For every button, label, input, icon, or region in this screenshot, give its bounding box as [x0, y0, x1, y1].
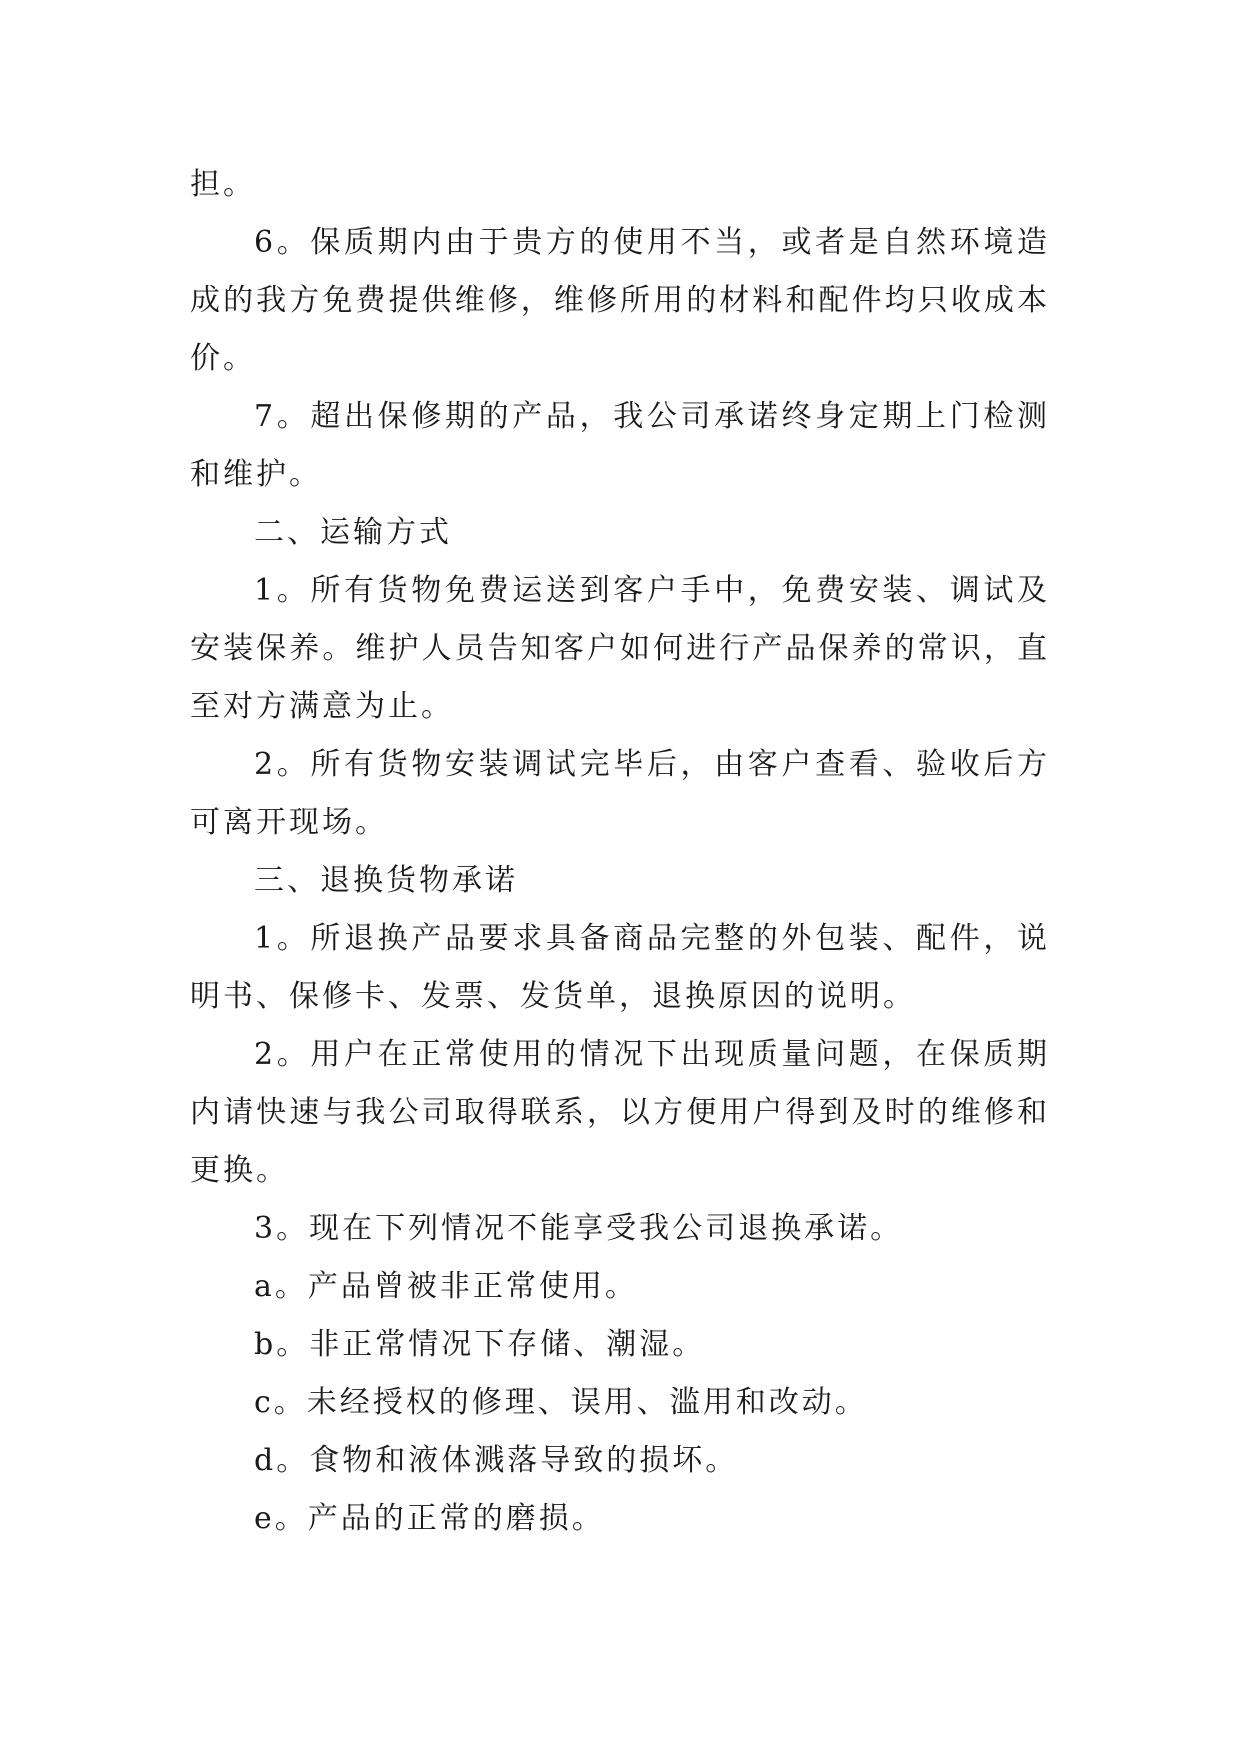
list-item-e: e。产品的正常的磨损。 [254, 1501, 605, 1536]
paragraph-warranty-item-6: 6。保质期内由于贵方的使用不当，或者是自然环境造成的我方免费提供维修，维修所用的材料和配件均只收成本价。 [190, 225, 1050, 376]
paragraph-continuation: 担。 [190, 167, 256, 202]
list-item-a: a。产品曾被非正常使用。 [254, 1269, 638, 1304]
document-body [190, 156, 1050, 1548]
section-heading-transport: 二、运输方式 [254, 515, 452, 550]
list-item-d: d。食物和液体溅落导致的损坏。 [254, 1443, 739, 1478]
paragraph-returns-item-3: 3。现在下列情况不能享受我公司退换承诺。 [254, 1211, 904, 1246]
list-item-b: b。非正常情况下存储、潮湿。 [254, 1327, 706, 1362]
section-heading-returns: 三、退换货物承诺 [254, 863, 518, 898]
paragraph-warranty-item-7: 7。超出保修期的产品，我公司承诺终身定期上门检测和维护。 [190, 399, 1050, 492]
paragraph-returns-item-1: 1。所退换产品要求具备商品完整的外包装、配件，说明书、保修卡、发票、发货单，退换原因的说明。 [190, 921, 1050, 1014]
paragraph-transport-item-2: 2。所有货物安装调试完毕后，由客户查看、验收后方可离开现场。 [190, 747, 1050, 840]
list-item-c: c。未经授权的修理、误用、滥用和改动。 [254, 1385, 868, 1420]
paragraph-returns-item-2: 2。用户在正常使用的情况下出现质量问题，在保质期内请快速与我公司取得联系，以方便用户得到及时的维修和更换。 [190, 1037, 1050, 1188]
paragraph-transport-item-1: 1。所有货物免费运送到客户手中，免费安装、调试及安装保养。维护人员告知客户如何进行产品保养的常识，直至对方满意为止。 [190, 573, 1050, 724]
